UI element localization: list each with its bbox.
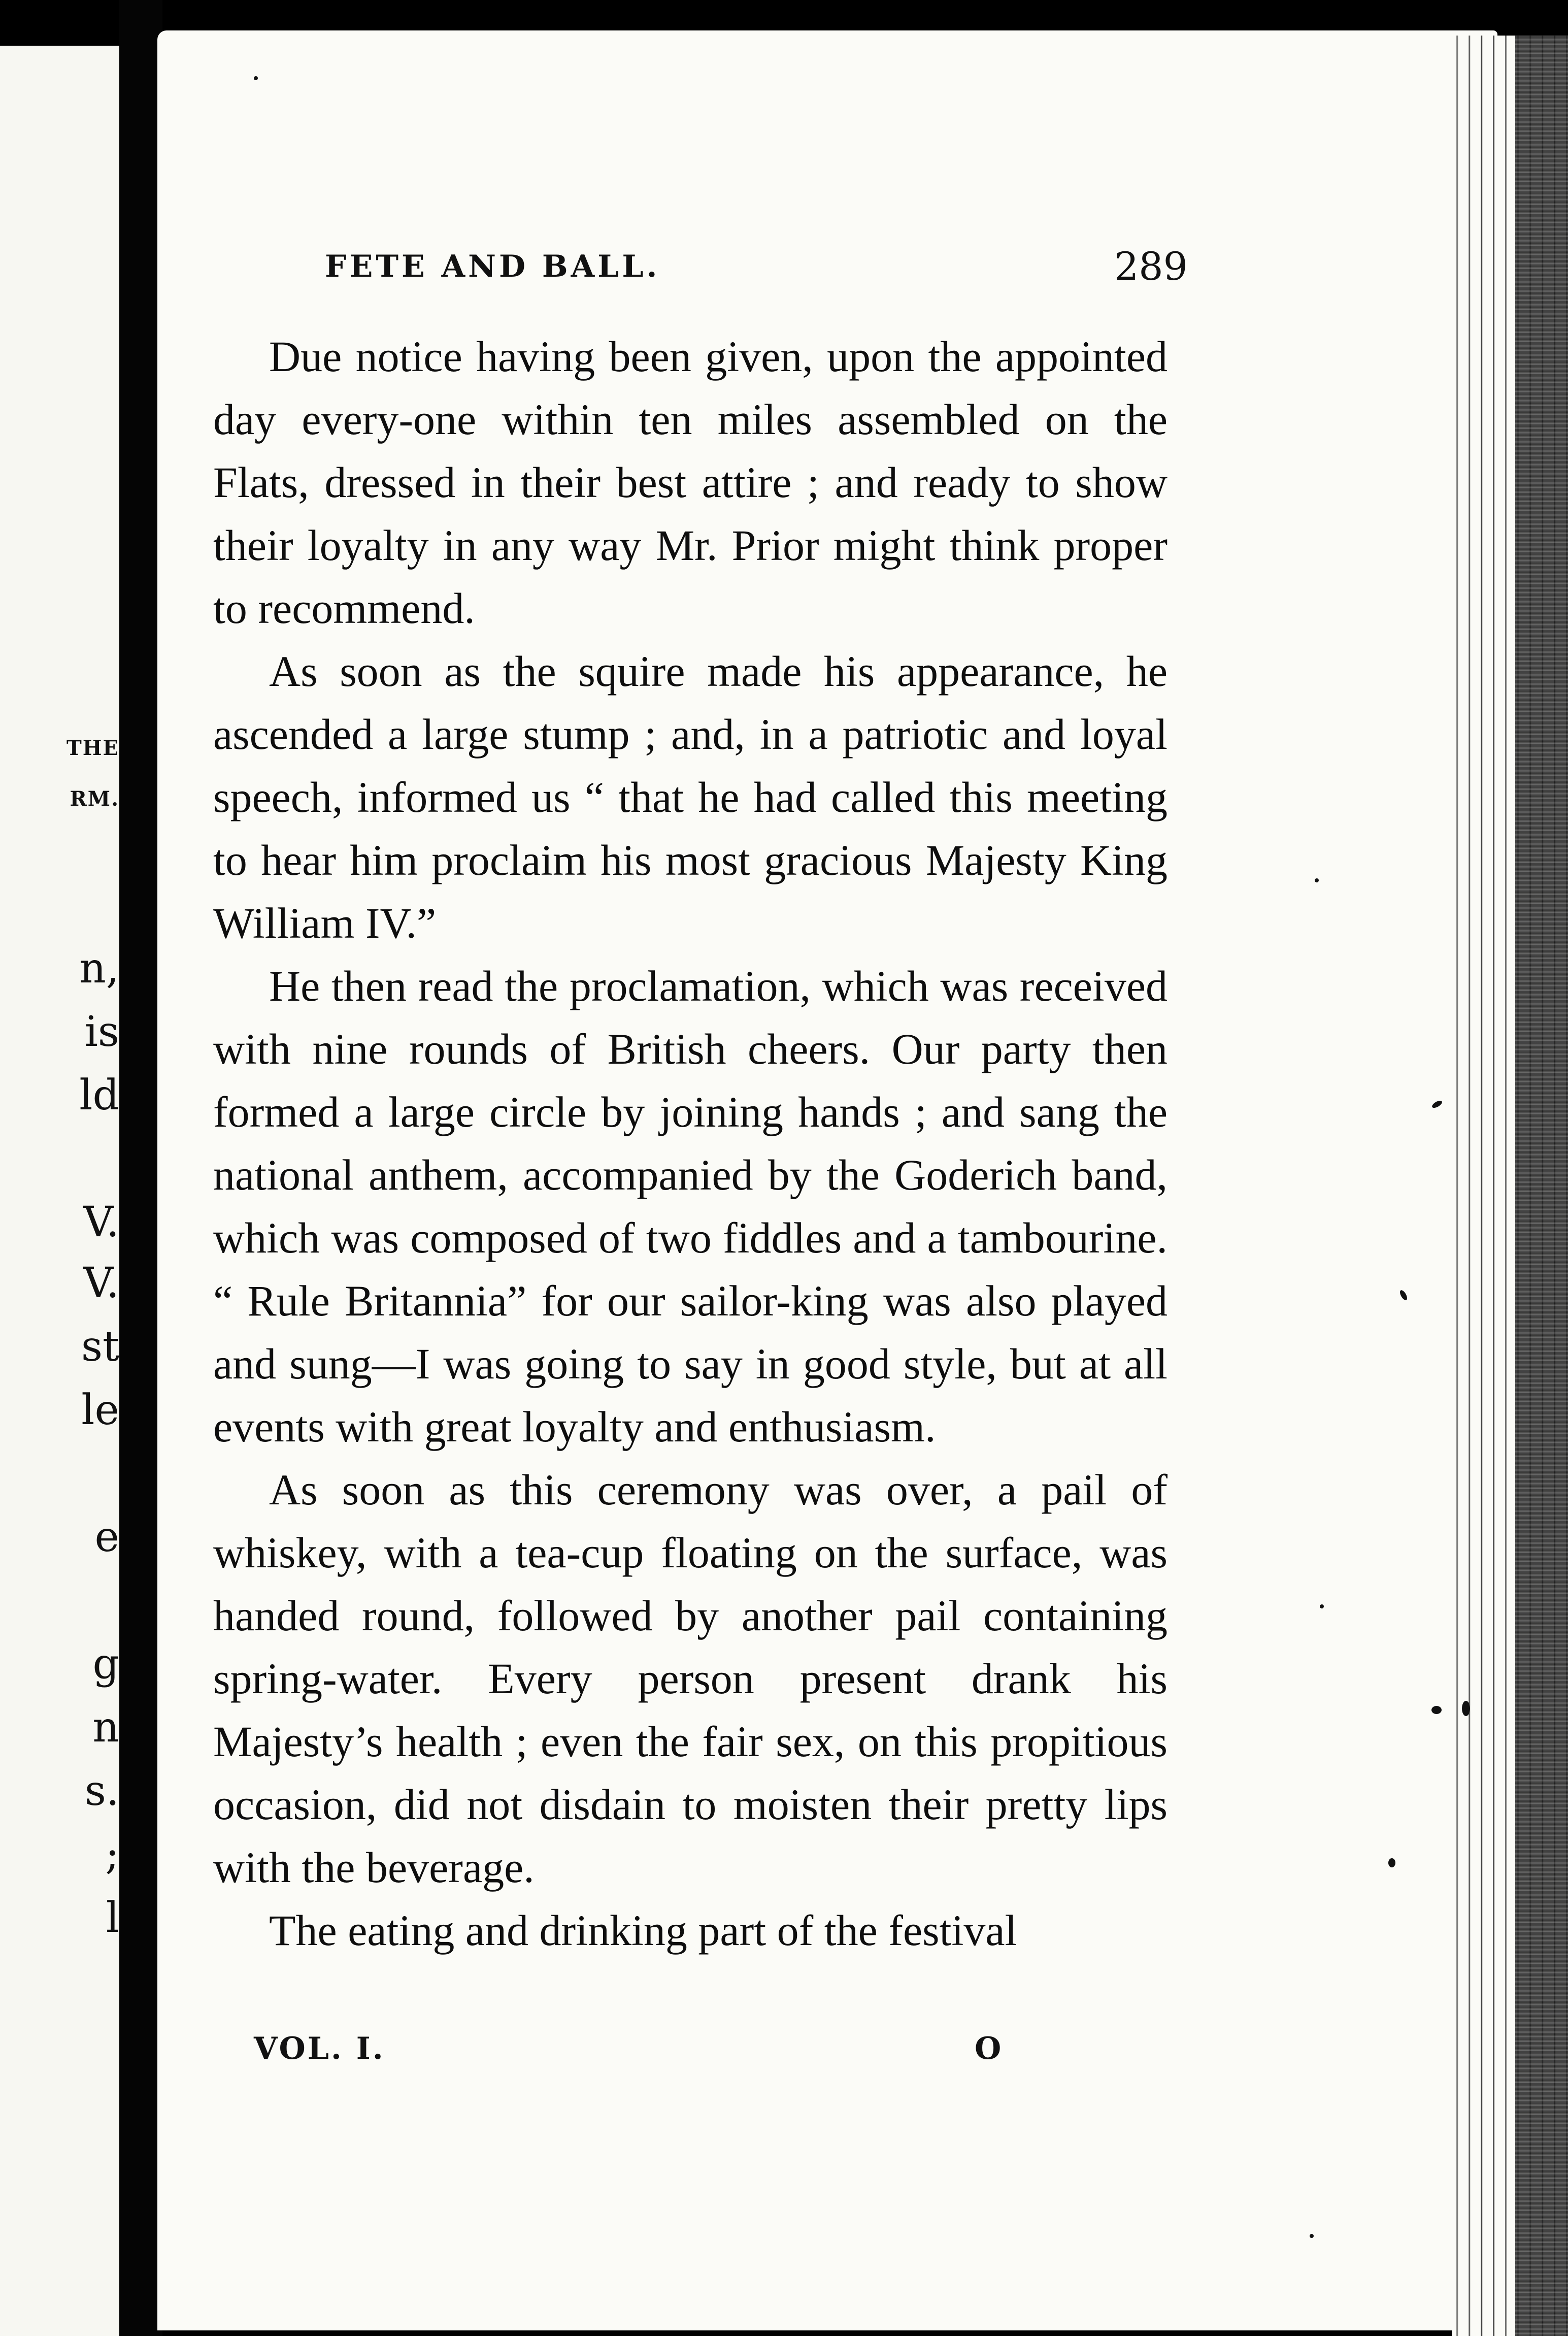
scan-speck: [254, 76, 258, 80]
previous-page-fragment: st: [81, 1323, 119, 1371]
scan-speck: [1431, 1706, 1442, 1714]
volume-label: VOL. I.: [254, 2031, 385, 2066]
body-text: [213, 325, 1167, 1962]
scan-speck: [1388, 1858, 1395, 1867]
page-number: 289: [1114, 244, 1188, 289]
running-head: [325, 239, 1188, 300]
previous-page-fragment: is: [84, 1008, 119, 1056]
paragraph: He then read the proclamation, which was received with nine rounds of British cheers. Our party then formed a large circle by joining hands ; and sang the national anthem, accompanied by the Goderich band, which was composed of two fiddles and a tambourine. “ Rule Britannia” for our sailor-king was also played and sung—I was going to say in good style, but at all events with great loyalty and enthusiasm.: [213, 962, 1167, 1451]
signature-mark: O: [975, 2031, 1002, 2066]
previous-page-fragment: n,: [79, 944, 119, 993]
book-gutter: [119, 0, 162, 2336]
previous-page-fragment: V.: [83, 1198, 119, 1246]
previous-page-fragment: RM.: [70, 787, 119, 811]
previous-page-fragment: g: [92, 1640, 119, 1688]
footer-signature-line: [254, 2031, 1015, 2077]
previous-page-edge: [0, 46, 119, 2336]
previous-page-fragment: n: [92, 1703, 119, 1752]
page-stack-shadow: [1515, 36, 1568, 2336]
previous-page-fragment: ;: [105, 1830, 119, 1879]
previous-page-fragment: V.: [83, 1259, 119, 1307]
previous-page-fragment: l: [106, 1894, 119, 1942]
scan-speck: [1315, 878, 1319, 882]
previous-page-fragment: THE: [66, 736, 119, 760]
paragraph: As soon as this ceremony was over, a pail of whiskey, with a tea-cup floating on the surface, was handed round, followed by another pail containing spring-water. Every person present drank his Majesty’s health ; even the fair sex, on this propitious occasion, did not disdain to moisten their pretty lips with the beverage.: [213, 1465, 1167, 1892]
running-head-title: FETE AND BALL.: [325, 249, 660, 284]
previous-page-fragment: ld: [79, 1071, 119, 1120]
previous-page-fragment: le: [81, 1386, 119, 1434]
previous-page-fragment: e: [94, 1513, 119, 1561]
paragraph: The eating and drinking part of the festival: [269, 1906, 1017, 1955]
paragraph: As soon as the squire made his appearance, he ascended a large stump ; and, in a patriotic and loyal speech, informed us “ that he had called this meeting to hear him proclaim his most gracious Majesty King William IV.”: [213, 647, 1167, 947]
previous-page-fragment: s.: [84, 1767, 119, 1815]
paragraph: Due notice having been given, upon the appointed day every-one within ten miles assembled on the Flats, dressed in their best attire ; and ready to show their loyalty in any way Mr. Prior might think proper to recommend.: [213, 332, 1167, 633]
scan-speck: [1320, 1604, 1324, 1608]
scan-speck: [1462, 1701, 1470, 1716]
scan-speck: [1310, 2234, 1314, 2238]
